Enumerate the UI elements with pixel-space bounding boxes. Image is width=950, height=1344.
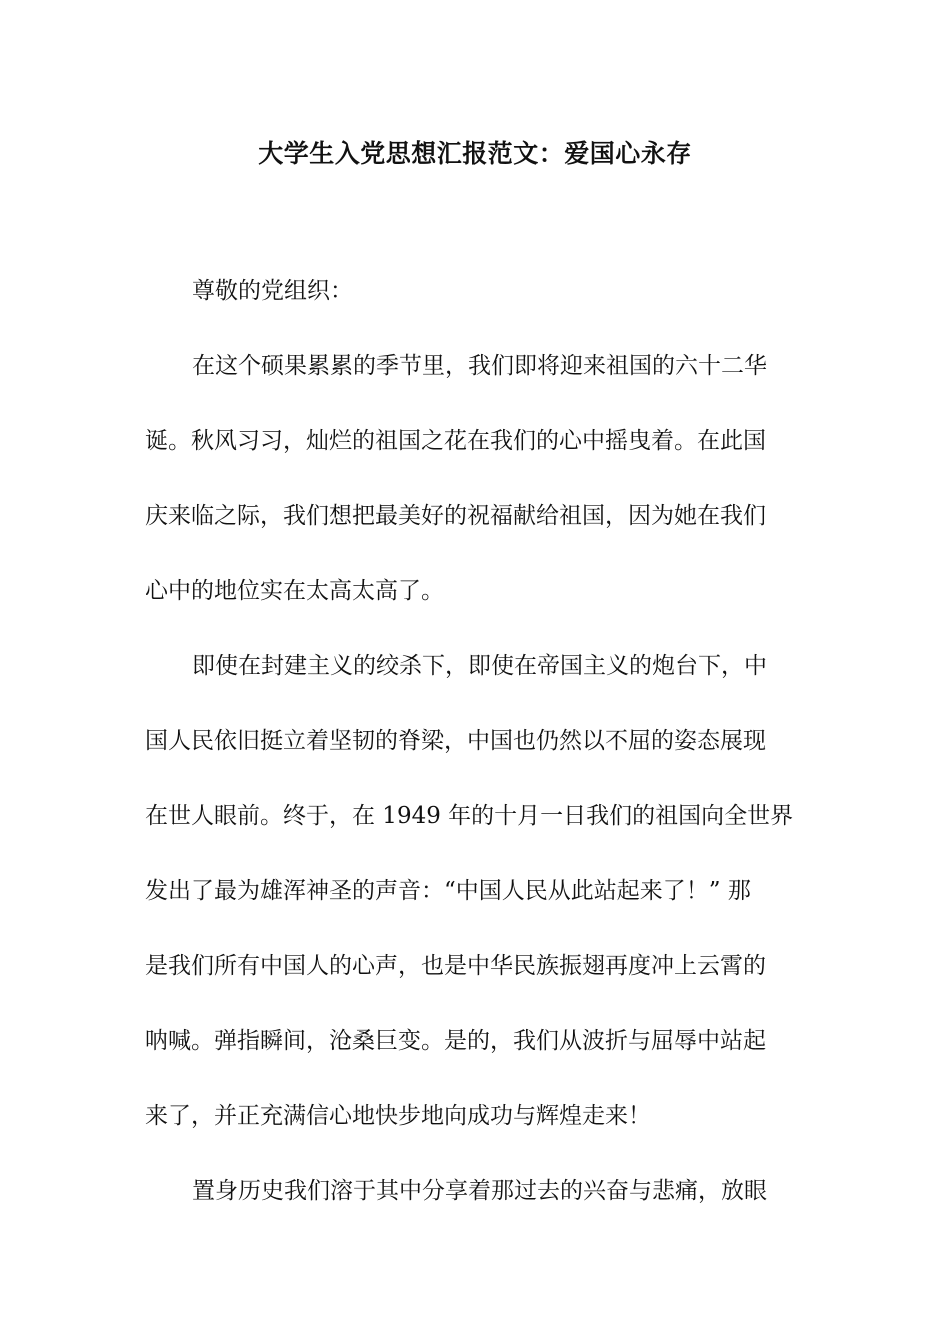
paragraph-line: 诞。秋风习习，灿烂的祖国之花在我们的心中摇曳着。在此国 <box>145 428 766 454</box>
paragraph-line: 发出了最为雄浑神圣的声音：“中国人民从此站起来了！” 那 <box>145 878 751 904</box>
paragraph-line: 呐喊。弹指瞬间，沧桑巨变。是的，我们从波折与屈辱中站起 <box>145 1028 766 1054</box>
paragraph-line: 心中的地位实在太高太高了。 <box>145 578 444 604</box>
paragraph-line: 庆来临之际，我们想把最美好的祝福献给祖国，因为她在我们 <box>145 503 766 529</box>
paragraph-line: 来了，并正充满信心地快步地向成功与辉煌走来！ <box>145 1103 651 1129</box>
paragraph-line: 即使在封建主义的绞杀下，即使在帝国主义的炮台下，中 <box>192 653 767 679</box>
document-body <box>145 254 810 1229</box>
document-title: 大学生入党思想汇报范文：爱国心永存 <box>258 139 692 168</box>
salutation-line: 尊敬的党组织： <box>192 278 353 304</box>
paragraph-line: 是我们所有中国人的心声，也是中华民族振翅再度冲上云霄的 <box>145 953 766 979</box>
paragraph-line: 在世人眼前。终于，在 1949 年的十月一日我们的祖国向全世界 <box>145 803 794 829</box>
paragraph-line: 国人民依旧挺立着坚韧的脊梁，中国也仍然以不屈的姿态展现 <box>145 728 766 754</box>
paragraph-line: 置身历史我们溶于其中分享着那过去的兴奋与悲痛，放眼 <box>192 1178 767 1204</box>
paragraph-line: 在这个硕果累累的季节里，我们即将迎来祖国的六十二华 <box>192 353 767 379</box>
